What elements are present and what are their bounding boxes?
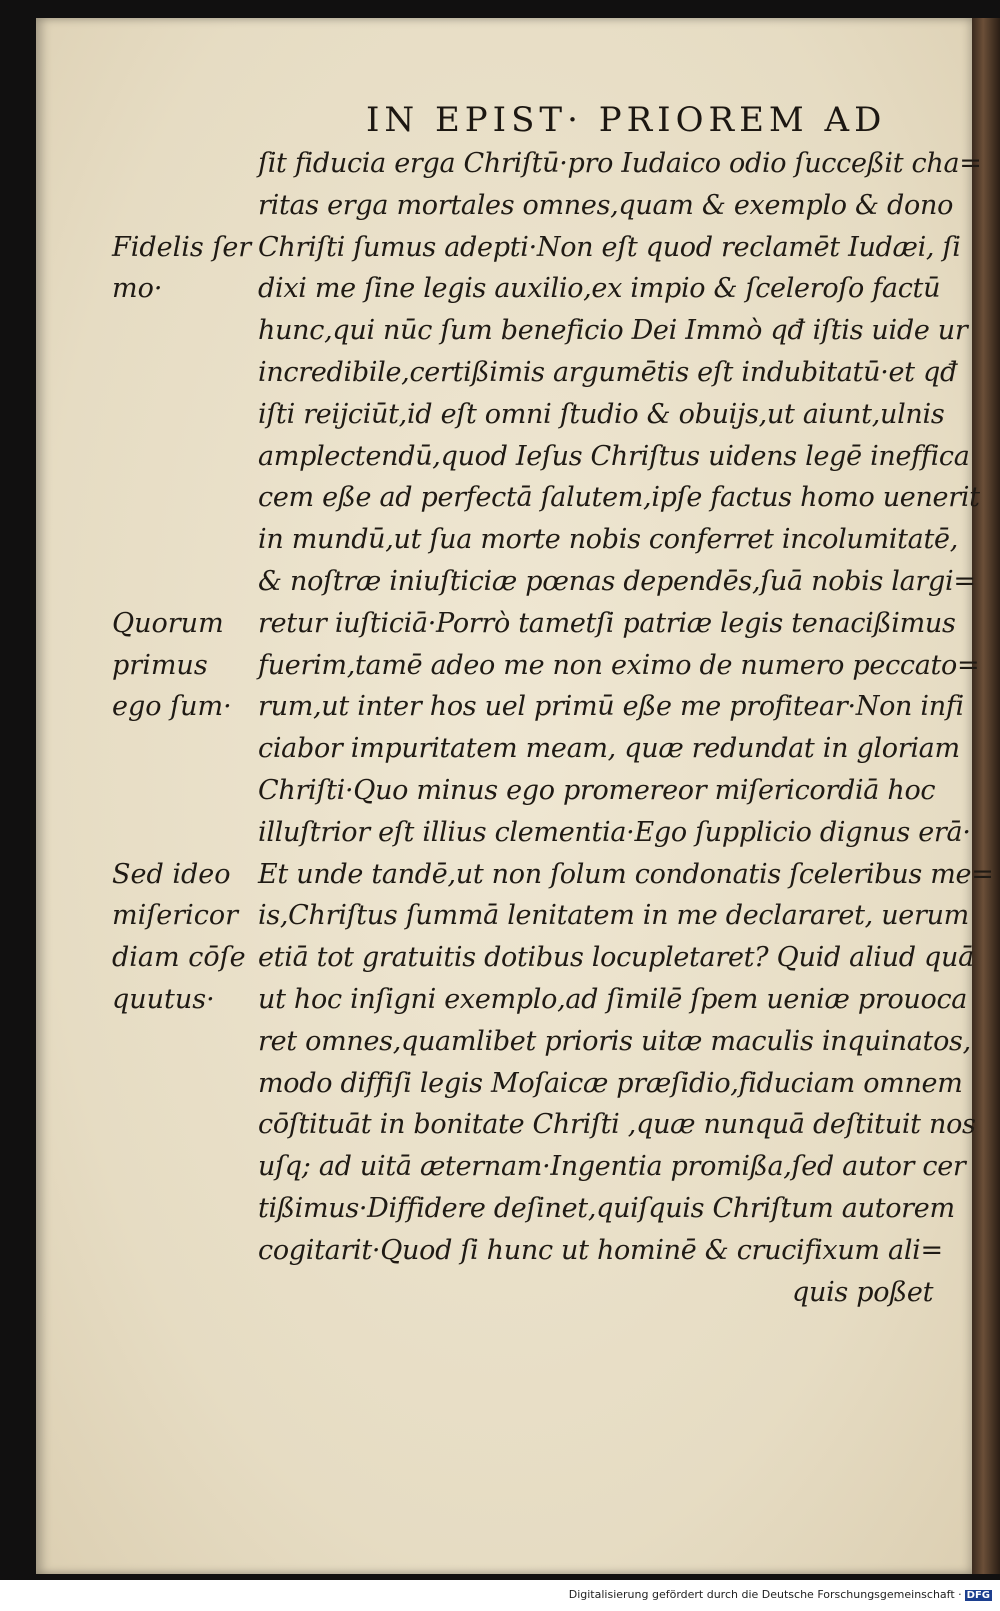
text-line: cogitarit·Quod ſi hunc ut hominē & crucifixum ali= bbox=[258, 1234, 943, 1266]
text-line: ſit fiducia erga Chriſtū·pro Iudaico odio ſucceßit cha= bbox=[258, 148, 982, 179]
text-line: Chriſti·Quo minus ego promereor miſericordiā hoc bbox=[258, 775, 936, 806]
digitization-credit bbox=[0, 1588, 992, 1601]
text-line: fuerim,tamē adeo me non eximo de numero peccato= bbox=[258, 649, 980, 681]
dfg-logo: DFG bbox=[966, 1590, 990, 1601]
margin-note-line: Quorum bbox=[112, 607, 224, 639]
margin-note-line: miſericor bbox=[112, 900, 239, 932]
text-line: modo diffiſi legis Moſaicæ præſidio,fiduciam omnem bbox=[258, 1067, 963, 1099]
margin-note-line: Sed ideo bbox=[112, 858, 231, 890]
text-line: uſq; ad uitā æternam·Ingentia promißa,ſed autor cer bbox=[258, 1151, 966, 1183]
text-line: rum,ut inter hos uel primū eße me profitear·Non infi bbox=[258, 691, 964, 723]
book-binding-edge bbox=[972, 18, 1000, 1574]
margin-note-line: quutus· bbox=[112, 984, 215, 1015]
text-line: & noſtræ iniuſticiæ pœnas dependēs,ſuā nobis largi= bbox=[258, 566, 976, 597]
margin-note-line: diam cōſe bbox=[112, 942, 246, 974]
margin-note-line: primus bbox=[112, 649, 208, 681]
text-line: amplectendū,quod Ieſus Chriſtus uidens legē ineffica bbox=[258, 440, 970, 472]
text-line: ut hoc inſigni exemplo,ad ſimilē ſpem ueniæ prouoca bbox=[258, 984, 968, 1015]
text-line: iſti reijciūt,id eſt omni ſtudio & obuijs,ut aiunt,ulnis bbox=[258, 398, 945, 430]
text-line: retur iuſticiā·Porrò tametſi patriæ legis tenacißimus bbox=[258, 607, 956, 639]
text-line: tißimus·Diffidere deſinet,quiſquis Chriſtum autorem bbox=[258, 1193, 955, 1224]
text-line: ret omnes,quamlibet prioris uitæ maculis inquinatos, bbox=[258, 1025, 971, 1057]
text-line: hunc,qui nūc ſum beneficio Dei Immò qđ iſtis uide ur bbox=[258, 315, 968, 347]
text-line: illuſtrior eſt illius clementia·Ego ſupplicio dignus erā· bbox=[258, 816, 971, 848]
text-line: in mundū,ut ſua morte nobis conferret incolumitatē, bbox=[258, 524, 958, 556]
text-line: dixi me ſine legis auxilio,ex impio & ſceleroſo factū bbox=[258, 273, 941, 305]
text-line: etiā tot gratuitis dotibus locupletaret? Quid aliud quā bbox=[258, 942, 974, 974]
margin-note-line: ego ſum· bbox=[112, 691, 232, 723]
text-line: incredibile,certißimis argumētis eſt indubitatū·et qđ bbox=[258, 357, 957, 388]
text-line: cem eße ad perfectā ſalutem,ipſe factus homo uenerit bbox=[258, 482, 980, 514]
running-head: IN EPIST· PRIOREM AD bbox=[366, 100, 887, 140]
text-line: ciabor impuritatem meam, quæ redundat in gloriam bbox=[258, 733, 960, 765]
text-line: Et unde tandē,ut non ſolum condonatis ſceleribus me= bbox=[258, 858, 994, 890]
margin-note-line: mo· bbox=[112, 273, 163, 305]
margin-note-line: Fidelis ſer bbox=[112, 231, 252, 263]
text-line: ritas erga mortales omnes,quam & exemplo & dono bbox=[258, 189, 954, 221]
footer-credit-text: Digitalisierung gefördert durch die Deutsche Forschungsgemeinschaft · bbox=[568, 1588, 962, 1601]
text-line: is,Chriſtus ſummā lenitatem in me declararet, uerum bbox=[258, 900, 969, 932]
text-line: cōſtituāt in bonitate Chriſti ,quæ nunquā deſtituit nos bbox=[258, 1109, 976, 1141]
text-line: quis poßet bbox=[792, 1276, 934, 1308]
text-line: Chriſti ſumus adepti·Non eſt quod reclamēt Iudæi, ſi bbox=[258, 231, 961, 263]
